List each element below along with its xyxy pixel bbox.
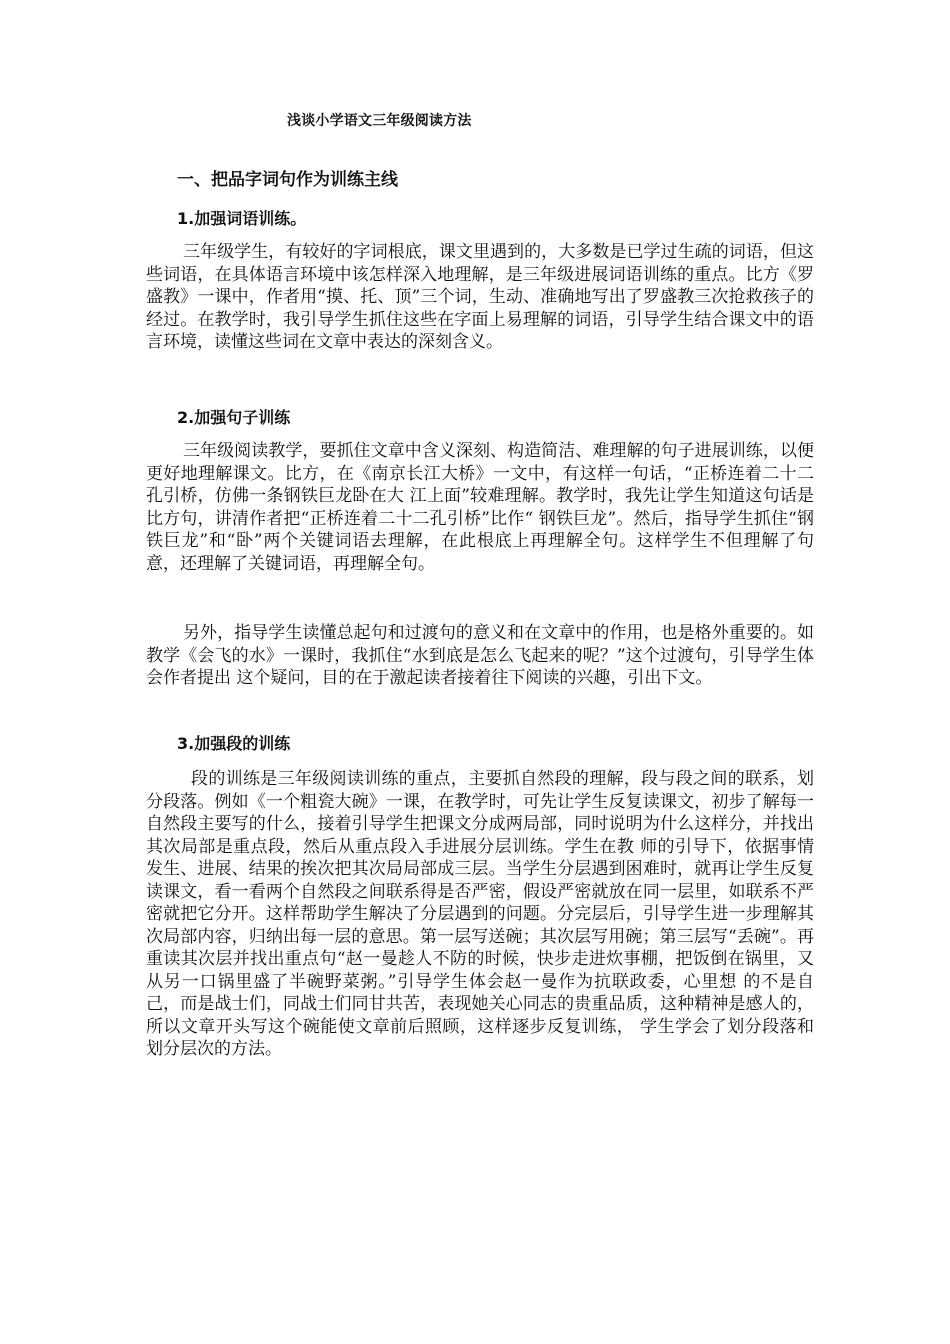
subsection-heading-word-training: 1.加强词语训练。 xyxy=(177,209,307,228)
paragraph-sentence-training: 三年级阅读教学，要抓住文章中含义深刻、构造简洁、难理解的句子进展训练，以便更好地理解课文。比方，在《南京长江大桥》一文中，有这样一句话，“正桥连着二十二孔引桥，仿佛一条钢铁巨龙卧在大 江上面”较难理解。教学时，我先让学生知道这句话是比方句，讲清作者把“正桥连着二十二孔引桥”比作“ 钢铁巨龙”。然后，指导学生抓住“钢铁巨龙”和“卧”两个关键词语去理解，在此根底上再理解全句。这样学生不但理解了句意，还理解了关键词语，再理解全句。 xyxy=(146,441,814,574)
paragraph-word-training: 三年级学生，有较好的字词根底，课文里遇到的，大多数是已学过生疏的词语，但这些词语，在具体语言环境中该怎样深入地理解，是三年级进展词语训练的重点。比方《罗盛教》一课中，作者用“摸、托、顶”三个词，生动、准确地写出了罗盛教三次抢救孩子的经过。在教学时，我引导学生抓住这些在字面上易理解的词语，引导学生结合课文中的语言环境，读懂这些词在文章中表达的深刻含义。 xyxy=(146,242,814,352)
paragraph-paragraph-training: 段的训练是三年级阅读训练的重点，主要抓自然段的理解，段与段之间的联系，划分段落。例如《一个粗瓷大碗》一课，在教学时，可先让学生反复读课文，初步了解每一自然段主要写的什么，接着引导学生把课文分成两局部，同时说明为什么这样分，并找出其次局部是重点段，然后从重点段入手进展分层训练。学生在教 师的引导下，依据事情发生、进展、结果的挨次把其次局局部成三层。当学生分层遇到困难时，就再让学生反复读课文，看一看两个自然段之间联系得是否严密，假设严密就放在同一层里，如联系不严密就把它分开。这样帮助学生解决了分层遇到的问题。分完层后，引导学生进一步理解其次局部内容，归纳出每一层的意思。第一层写送碗；其次层写用碗；第三层写“丢碗”。再重读其次层并找出重点句“赵一曼趁人不防的时候，快步走进炊事棚，把饭倒在锅里，又从另一口锅里盛了半碗野菜粥。”引导学生体会赵一曼作为抗联政委，心里想 的不是自己，而是战士们，同战士们同甘共苦，表现她关心同志的贵重品质，这种精神是感人的，所以文章开头写这个碗能使文章前后照顾，这样逐步反复训练， 学生学会了划分段落和划分层次的方法。 xyxy=(146,769,814,1059)
document-title: 浅谈小学语文三年级阅读方法 xyxy=(287,113,472,129)
section-heading: 一、把品字词句作为训练主线 xyxy=(177,170,398,190)
subsection-heading-paragraph-training: 3.加强段的训练 xyxy=(177,734,291,753)
paragraph-transition-sentence: 另外，指导学生读懂总起句和过渡句的意义和在文章中的作用，也是格外重要的。如教学《会飞的水》一课时，我抓住“水到底是怎么飞起来的呢？”这个过渡句，引导学生体会作者提出 这个疑问，目的在于激起读者接着往下阅读的兴趣，引出下文。 xyxy=(146,623,814,688)
subsection-heading-sentence-training: 2.加强句子训练 xyxy=(177,408,291,427)
